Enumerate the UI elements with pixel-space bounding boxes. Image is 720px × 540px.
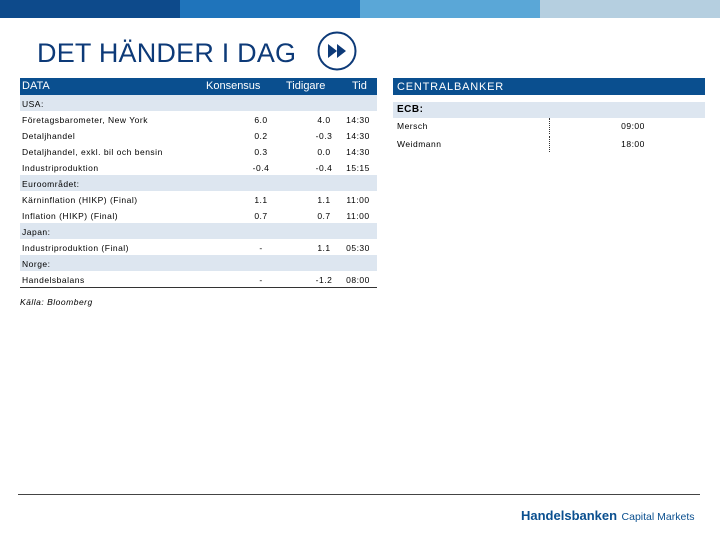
row-name: Industriproduktion (Final) <box>22 243 130 253</box>
row-tidigare: -0.4 <box>315 163 333 173</box>
speaker-time: 18:00 <box>621 139 645 149</box>
section-label: Japan: <box>22 227 51 237</box>
row-tidigare: -1.2 <box>315 275 333 285</box>
row-tidigare: 1.1 <box>317 195 331 205</box>
row-name: Inflation (HIKP) (Final) <box>22 211 119 221</box>
top-bar-segment-2 <box>180 0 360 18</box>
top-bar-segment-4 <box>540 0 720 18</box>
row-tid: 14:30 <box>346 147 370 157</box>
row-konsensus: 0.7 <box>254 211 268 221</box>
top-bar-segment-1 <box>0 0 180 18</box>
row-tidigare: 0.0 <box>317 147 331 157</box>
row-konsensus: 6.0 <box>254 115 268 125</box>
row-tid: 05:30 <box>346 243 370 253</box>
row-name: Handelsbalans <box>22 275 85 285</box>
section-label: Norge: <box>22 259 51 269</box>
table-bottom-rule <box>20 287 377 288</box>
header-tid: Tid <box>352 80 367 92</box>
brand-logo <box>521 507 695 525</box>
section-label: Euroområdet: <box>22 179 80 189</box>
table-row <box>20 111 377 127</box>
section-usa <box>20 95 377 111</box>
row-tidigare: 1.1 <box>317 243 331 253</box>
row-konsensus: 0.3 <box>254 147 268 157</box>
brand-suffix: Capital Markets <box>621 511 695 523</box>
row-name: Kärninflation (HIKP) (Final) <box>22 195 138 205</box>
speaker-row <box>393 118 705 136</box>
speaker-name: Mersch <box>397 121 428 131</box>
row-tidigare: -0.3 <box>315 131 333 141</box>
row-tid: 14:30 <box>346 115 370 125</box>
section-japan <box>20 223 377 239</box>
row-tid: 11:00 <box>346 211 370 221</box>
section-label: USA: <box>22 99 44 109</box>
header-data: DATA <box>22 80 50 92</box>
dotted-separator <box>549 118 550 134</box>
row-name: Detaljhandel, exkl. bil och bensin <box>22 147 163 157</box>
table-row <box>20 239 377 255</box>
header-tidigare: Tidigare <box>286 80 326 92</box>
row-konsensus: - <box>259 275 263 285</box>
centralbanker-panel <box>393 78 705 154</box>
source-note: Källa: Bloomberg <box>20 297 93 307</box>
row-name: Detaljhandel <box>22 131 76 141</box>
fast-forward-icon <box>317 31 357 71</box>
table-row <box>20 271 377 287</box>
table-header <box>20 78 377 95</box>
table-row <box>20 191 377 207</box>
row-tidigare: 4.0 <box>317 115 331 125</box>
speaker-row <box>393 136 705 154</box>
table-row <box>20 127 377 143</box>
speaker-time: 09:00 <box>621 121 645 131</box>
header-konsensus: Konsensus <box>206 80 261 92</box>
section-euroomradet <box>20 175 377 191</box>
centralbanker-header: CENTRALBANKER <box>393 78 705 95</box>
table-row <box>20 159 377 175</box>
row-name: Företagsbarometer, New York <box>22 115 148 125</box>
row-konsensus: 1.1 <box>254 195 268 205</box>
row-tid: 14:30 <box>346 131 370 141</box>
row-name: Industriproduktion <box>22 163 99 173</box>
dotted-separator <box>549 136 550 152</box>
economic-data-table <box>20 78 377 307</box>
ecb-section-label: ECB: <box>393 102 705 118</box>
section-norge <box>20 255 377 271</box>
row-tidigare: 0.7 <box>317 211 331 221</box>
table-row <box>20 143 377 159</box>
top-color-bar <box>0 0 720 18</box>
row-tid: 08:00 <box>346 275 370 285</box>
page-title: DET HÄNDER I DAG <box>37 38 297 68</box>
speaker-name: Weidmann <box>397 139 442 149</box>
footer-rule <box>18 494 700 495</box>
row-tid: 11:00 <box>346 195 370 205</box>
row-konsensus: 0.2 <box>254 131 268 141</box>
row-konsensus: -0.4 <box>252 163 270 173</box>
row-konsensus: - <box>259 243 263 253</box>
top-bar-segment-3 <box>360 0 540 18</box>
brand-name: Handelsbanken <box>521 508 618 523</box>
table-row <box>20 207 377 223</box>
row-tid: 15:15 <box>346 163 370 173</box>
